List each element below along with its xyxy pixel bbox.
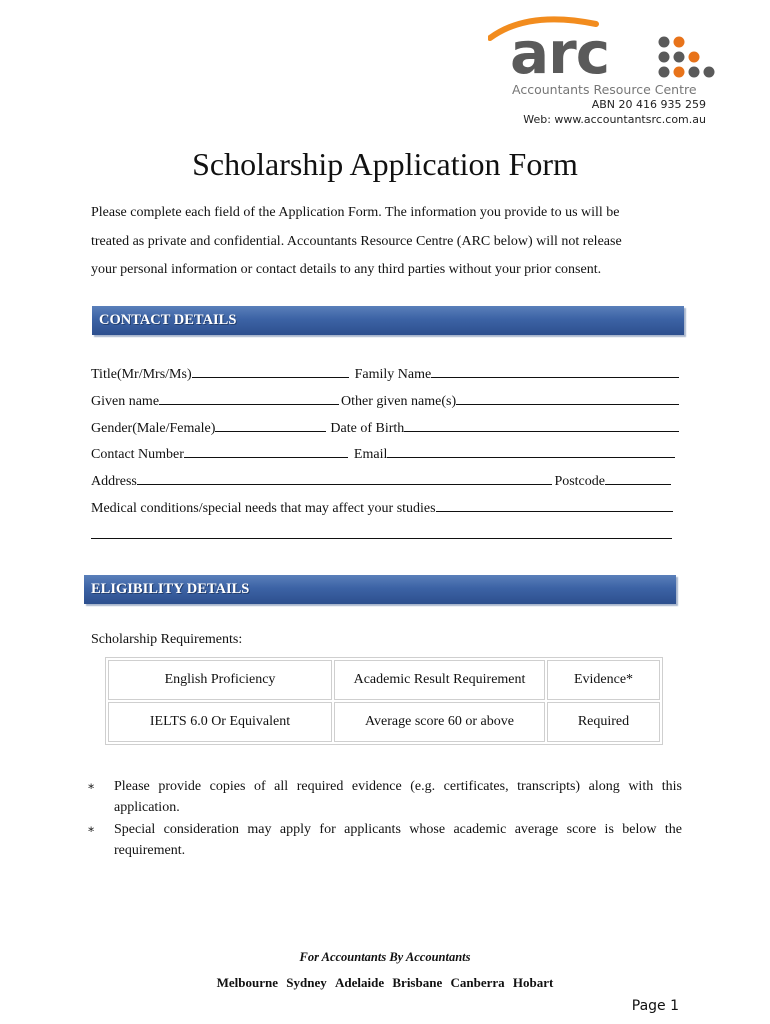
given-names-row [91,391,681,411]
city-name: Brisbane [392,975,443,990]
table-cell: Average score 60 or above [334,702,545,742]
gender-field[interactable] [215,418,326,432]
eligibility-details-heading-text: ELIGIBILITY DETAILS [91,581,250,597]
list-item [87,819,682,861]
other-given-names-label: Other given name(s) [341,394,457,409]
city-name: Melbourne [216,975,279,990]
abn-text: ABN 20 416 935 259 [591,98,706,111]
page-number: Page 1 [631,998,679,1014]
table-header-cell: Evidence* [547,660,660,700]
website-text: Web: www.accountantsrc.com.au [523,113,706,126]
other-given-names-field[interactable] [456,391,679,405]
contact-details-heading [92,306,684,335]
list-item [87,776,682,818]
contact-number-label: Contact Number [91,447,184,462]
medical-conditions-label: Medical conditions/special needs that may affect your studies [91,501,436,516]
scholarship-requirements-label: Scholarship Requirements: [91,632,243,647]
date-of-birth-field[interactable] [404,418,679,432]
contact-details-heading-text: CONTACT DETAILS [99,312,237,328]
contact-email-row [91,444,681,464]
intro-line: your personal information or contact details to any third parties without your prior consent. [91,262,602,277]
city-name: Sydney [286,975,327,990]
table-header-row [108,660,660,700]
postcode-field[interactable] [605,471,671,485]
eligibility-details-heading [84,575,676,604]
page-title: Scholarship Application Form [192,146,578,182]
gender-dob-row [91,418,681,438]
medical-conditions-extra-line[interactable] [91,538,672,539]
city-name: Canberra [450,975,505,990]
asterisk-bullet-icon: ∗ [87,822,96,836]
arc-logo [488,14,720,104]
medical-conditions-field[interactable] [436,498,673,512]
table-row [108,702,660,742]
title-field[interactable] [192,364,349,378]
table-header-cell: English Proficiency [108,660,332,700]
intro-line: treated as private and confidential. Accountants Resource Centre (ARC below) will not release [91,233,622,249]
intro-line: Please complete each field of the Application Form. The information you provide to us will be [91,205,620,220]
gender-label: Gender(Male/Female) [91,421,216,436]
address-postcode-row [91,471,681,491]
family-name-field[interactable] [431,364,679,378]
table-cell: Required [547,702,660,742]
contact-number-field[interactable] [184,444,348,458]
intro-paragraph [91,199,683,285]
asterisk-bullet-icon: ∗ [87,779,96,793]
eligibility-notes [87,776,682,862]
table-header-cell: Academic Result Requirement [334,660,545,700]
logo-subtitle: Accountants Resource Centre [512,82,697,97]
given-name-field[interactable] [159,391,339,405]
city-name: Hobart [512,975,554,990]
date-of-birth-label: Date of Birth [330,421,405,436]
title-label: Title(Mr/Mrs/Ms) [91,367,192,382]
logo-word: arc [510,19,610,87]
email-field[interactable] [387,444,675,458]
requirements-table [105,657,663,745]
postcode-label: Postcode [554,474,605,489]
email-label: Email [353,447,388,462]
table-cell: IELTS 6.0 Or Equivalent [108,702,332,742]
family-name-label: Family Name [354,367,432,382]
medical-row [91,498,681,518]
note-text: Special consideration may apply for applicants whose academic average score is below the requirement. [114,822,682,858]
footer-tagline: For Accountants By Accountants [299,950,471,964]
note-text: Please provide copies of all required evidence (e.g. certificates, transcripts) along with this application. [114,779,682,815]
title-family-row [91,364,681,384]
given-name-label: Given name [91,394,160,409]
footer-cities [0,975,770,991]
city-name: Adelaide [335,975,385,990]
address-field[interactable] [137,471,553,485]
address-label: Address [91,474,137,489]
